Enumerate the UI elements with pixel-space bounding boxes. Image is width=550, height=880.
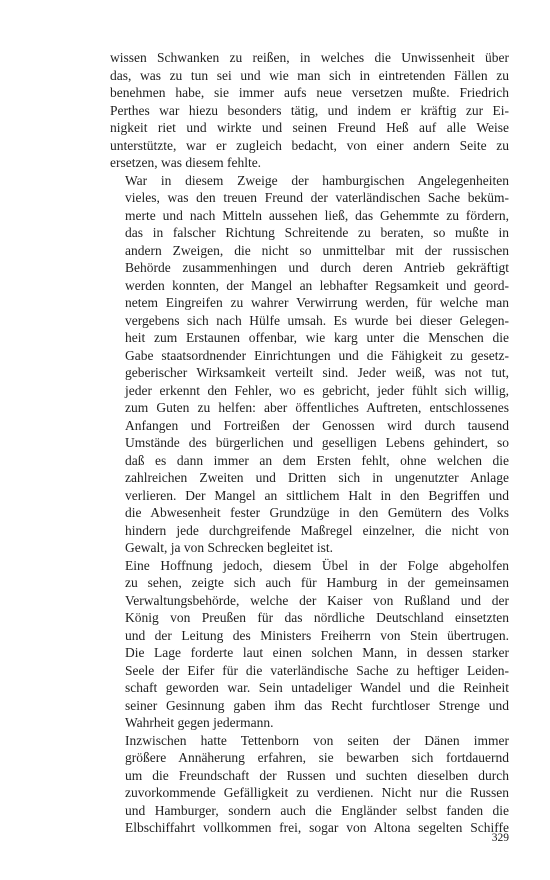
- text-line: Die Lage forderte laut einen solchen Mann, in dessen starker: [125, 645, 509, 660]
- text-line: Umstände des bürgerlichen und geselligen Lebens gehindert, so: [125, 435, 509, 450]
- text-line: daß es dann immer an dem Ersten fehlt, ohne welchen die: [125, 452, 509, 468]
- text-line: geberischer Wirksamkeit verteilt sind. Jeder weiß, was not tut,: [125, 365, 509, 380]
- text-line: wissen Schwanken zu reißen, in welches die Unwissenheit über: [110, 50, 509, 65]
- text-line: Seele der Eifer für die vaterländische Sache zu heftiger Leiden-: [125, 662, 509, 678]
- text-line: heit zum Erstaunen offenbar, wie karg unter die Menschen die: [125, 330, 509, 345]
- text-line: das in falscher Richtung Schreitende zu beraten, so mußte in: [125, 225, 509, 240]
- paragraph: [110, 732, 509, 837]
- text-line: andern Zweigen, die nicht so unmittelbar mit der russischen: [125, 242, 509, 258]
- text-line: verlieren. Der Mangel an sittlichem Halt in den Begriffen und: [125, 487, 509, 503]
- text-line: um die Freundschaft der Russen und suchten dieselben durch: [125, 767, 509, 783]
- text-line: jeder erkennt den Fehler, wo es gebricht, jeder fühlt sich willig,: [125, 382, 509, 398]
- text-line: merte und nach Mitteln aussehen ließ, das Gehemmte zu fördern,: [125, 207, 509, 223]
- text-line: War in diesem Zweige der hamburgischen Angelegenheiten: [125, 172, 509, 188]
- text-line: zu sehen, zeigte sich auch für Hamburg in der gemeinsamen: [125, 575, 509, 590]
- text-line: und Hamburger, sondern auch die Engländer selbst fanden die: [125, 802, 509, 818]
- text-line: hindern jede durchgreifende Maßregel einzelner, die nicht von: [125, 522, 509, 538]
- text-line: vergebens sich nach Hülfe umsah. Es wurde bei dieser Gelegen-: [125, 312, 509, 328]
- text-line: nigkeit riet und wirkte und seinen Freund Heß auf alle Weise: [110, 120, 509, 135]
- text-line: größere Annäherung erfahren, sie bewarben sich fortdauernd: [125, 750, 509, 765]
- text-line: ersetzen, was diesem fehlte.: [110, 155, 262, 170]
- text-line: und der Leitung des Ministers Freiherrn von Stein übertrugen.: [125, 627, 509, 643]
- text-line: netem Eingreifen zu wahrer Verwirrung werden, für welche man: [125, 295, 509, 310]
- text-line: Gabe staatsordnender Einrichtungen und die Fähigkeit zu gesetz-: [125, 347, 509, 363]
- text-line: Behörde zusammenhingen und durch deren Antrieb gekräftigt: [125, 260, 509, 275]
- text-line: unterstützte, war er zugleich bedacht, von einer andern Seite zu: [110, 137, 509, 153]
- text-line: das, was zu tun sei und wie man sich in eintretenden Fällen zu: [110, 67, 509, 83]
- text-line: Wahrheit gegen jedermann.: [125, 715, 274, 730]
- text-line: zahlreichen Zweiten und Dritten sich in ungenutzter Anlage: [125, 470, 509, 485]
- text-line: schaft geworden war. Sein untadeliger Wandel und die Reinheit: [125, 680, 509, 695]
- text-line: benehmen habe, sie immer aufs neue versetzen mußte. Friedrich: [110, 85, 509, 100]
- text-line: vieles, was den treuen Freund der vaterländischen Sache beküm-: [125, 190, 509, 205]
- text-line: seiner Gesinnung gaben ihm das Recht furchtloser Strenge und: [125, 697, 509, 713]
- text-line: Perthes war hiezu besonders tätig, und indem er kräftig zur Ei-: [110, 102, 509, 118]
- body-text: [110, 49, 509, 837]
- paragraph: [110, 49, 509, 172]
- text-line: Anfangen und Fortreißen der Genossen wird durch tausend: [125, 417, 509, 433]
- paragraph: [110, 557, 509, 732]
- text-line: König von Preußen für das nördliche Deutschland einsetzten: [125, 610, 509, 625]
- paragraph: [110, 172, 509, 557]
- text-line: werden konnten, der Mangel an lebhafter Regsamkeit und geord-: [125, 277, 509, 293]
- text-line: zum Guten zu helfen: aber öffentliches Auftreten, entschlossenes: [125, 400, 509, 415]
- text-line: Inzwischen hatte Tettenborn von seiten der Dänen immer: [125, 732, 509, 748]
- text-line: die Abwesenheit fester Grundzüge in den Gemütern des Volks: [125, 505, 509, 520]
- text-line: Verwaltungsbehörde, welche der Kaiser von Rußland und der: [125, 592, 509, 608]
- page-number: 329: [491, 832, 509, 844]
- text-line: Gewalt, ja von Schrecken begleitet ist.: [125, 540, 334, 555]
- text-line: Elbschiffahrt vollkommen frei, sogar von Altona segelten Schiffe: [125, 820, 509, 835]
- text-line: zuvorkommende Gefälligkeit zu verdienen. Nicht nur die Russen: [125, 785, 509, 800]
- text-line: Eine Hoffnung jedoch, diesem Übel in der Folge abgeholfen: [125, 557, 509, 573]
